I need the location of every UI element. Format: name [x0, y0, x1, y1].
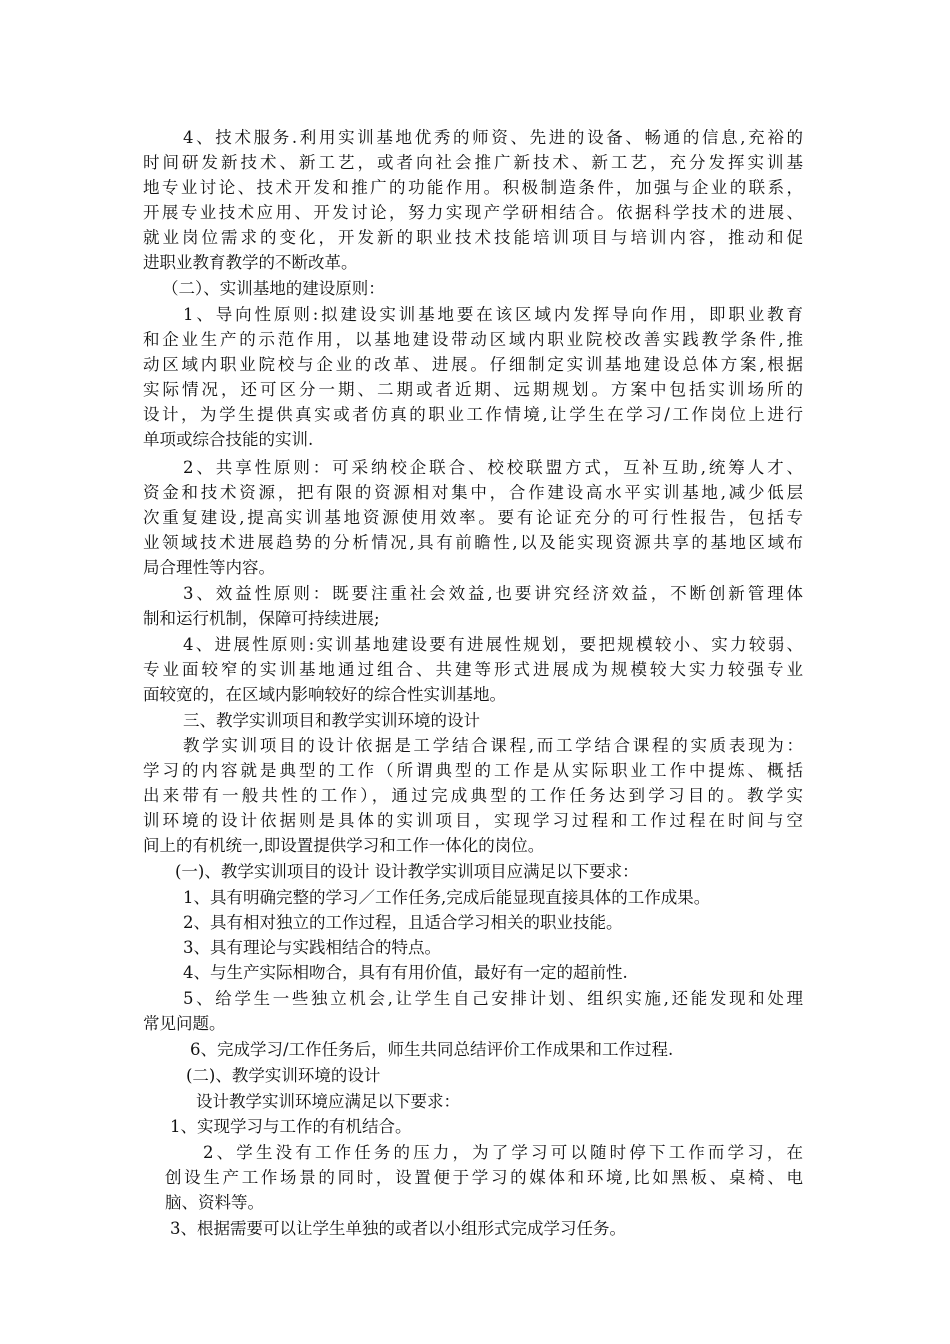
text-line: 1、具有明确完整的学习／工作任务,完成后能显现直接具体的工作成果。 — [183, 888, 711, 907]
text-line: 动区域内职业院校与企业的改革、进展。仔细制定实训基地建设总体方案,根据 — [143, 355, 806, 374]
text-line: 1、导向性原则:拟建设实训基地要在该区域内发挥导向作用，即职业教育 — [183, 305, 806, 324]
text-line: 设计，为学生提供真实或者仿真的职业工作情境,让学生在学习/工作岗位上进行 — [143, 405, 806, 424]
text-line: 业领域技术进展趋势的分析情况,具有前瞻性,以及能实现资源共享的基地区域布 — [143, 533, 806, 552]
text-line: 就业岗位需求的变化，开发新的职业技术技能培训项目与培训内容，推动和促 — [143, 228, 806, 247]
text-line: 2、学生没有工作任务的压力，为了学习可以随时停下工作而学习，在 — [203, 1143, 807, 1162]
text-line: 4、进展性原则:实训基地建设要有进展性规划，要把规模较小、实力较弱、 — [183, 635, 806, 654]
text-line: 学习的内容就是典型的工作（所谓典型的工作是从实际职业工作中提炼、概括 — [143, 761, 806, 780]
text-line: 2、具有相对独立的工作过程，且适合学习相关的职业技能。 — [183, 913, 623, 932]
text-line: 局合理性等内容。 — [143, 558, 275, 577]
text-line: （二）、实训基地的建设原则： — [162, 279, 385, 298]
text-line: 设计教学实训环境应满足以下要求： — [196, 1092, 460, 1111]
text-line: 3、效益性原则：既要注重社会效益,也要讲究经济效益，不断创新管理体 — [183, 584, 806, 603]
text-line: 实际情况，还可区分一期、二期或者近期、远期规划。方案中包括实训场所的 — [143, 380, 806, 399]
text-line: 常见问题。 — [143, 1014, 226, 1033]
text-line: 4、与生产实际相吻合，具有有用价值，最好有一定的超前性. — [183, 963, 628, 982]
text-line: 单项或综合技能的实训. — [143, 430, 314, 449]
text-line: 3、根据需要可以让学生单独的或者以小组形式完成学习任务。 — [170, 1219, 626, 1238]
text-line: 进职业教育教学的不断改革。 — [143, 253, 358, 272]
text-line: 时间研发新技术、新工艺，或者向社会推广新技术、新工艺，充分发挥实训基 — [143, 153, 806, 172]
text-line: 资金和技术资源，把有限的资源相对集中，合作建设高水平实训基地,减少低层 — [143, 483, 806, 502]
text-line: 出来带有一般共性的工作），通过完成典型的工作任务达到学习目的。教学实 — [143, 786, 807, 805]
text-line: 5、给学生一些独立机会,让学生自己安排计划、组织实施,还能发现和处理 — [183, 989, 806, 1008]
text-line: (一)、教学实训项目的设计 设计教学实训项目应满足以下要求： — [175, 862, 639, 881]
text-line: 1、实现学习与工作的有机结合。 — [170, 1117, 412, 1136]
text-line: 脑、资料等。 — [165, 1193, 264, 1212]
text-line: 面较宽的，在区域内影响较好的综合性实训基地。 — [143, 685, 506, 704]
text-line: 地专业讨论、技术开发和推广的功能作用。积极制造条件，加强与企业的联系， — [143, 178, 806, 197]
text-line: 开展专业技术应用、开发讨论，努力实现产学研相结合。依据科学技术的进展、 — [143, 203, 806, 222]
text-line: 4、技术服务.利用实训基地优秀的师资、先进的设备、畅通的信息,充裕的 — [183, 128, 806, 147]
text-line: 和企业生产的示范作用，以基地建设带动区域内职业院校改善实践教学条件,推 — [143, 330, 806, 349]
text-line: 三、教学实训项目和教学实训环境的设计 — [183, 711, 480, 730]
text-line: 次重复建设,提高实训基地资源使用效率。要有论证充分的可行性报告，包括专 — [143, 508, 806, 527]
text-line: 6、完成学习/工作任务后，师生共同总结评价工作成果和工作过程. — [190, 1040, 674, 1059]
text-line: 教学实训项目的设计依据是工学结合课程,而工学结合课程的实质表现为： — [183, 736, 806, 755]
text-line: 训环境的设计依据则是具体的实训项目，实现学习过程和工作过程在时间与空 — [143, 811, 806, 830]
text-line: 专业面较窄的实训基地通过组合、共建等形式进展成为规模较大实力较强专业 — [143, 660, 806, 679]
text-line: 创设生产工作场景的同时，设置便于学习的媒体和环境,比如黑板、桌椅、电 — [165, 1168, 806, 1187]
text-line: (二)、教学实训环境的设计 — [186, 1066, 381, 1085]
text-line: 3、具有理论与实践相结合的特点。 — [183, 938, 441, 957]
text-line: 制和运行机制，保障可持续进展; — [143, 609, 380, 628]
text-line: 间上的有机统一,即设置提供学习和工作一体化的岗位。 — [143, 836, 545, 855]
text-line: 2、共享性原则：可采纳校企联合、校校联盟方式，互补互助,统筹人才、 — [183, 458, 806, 477]
